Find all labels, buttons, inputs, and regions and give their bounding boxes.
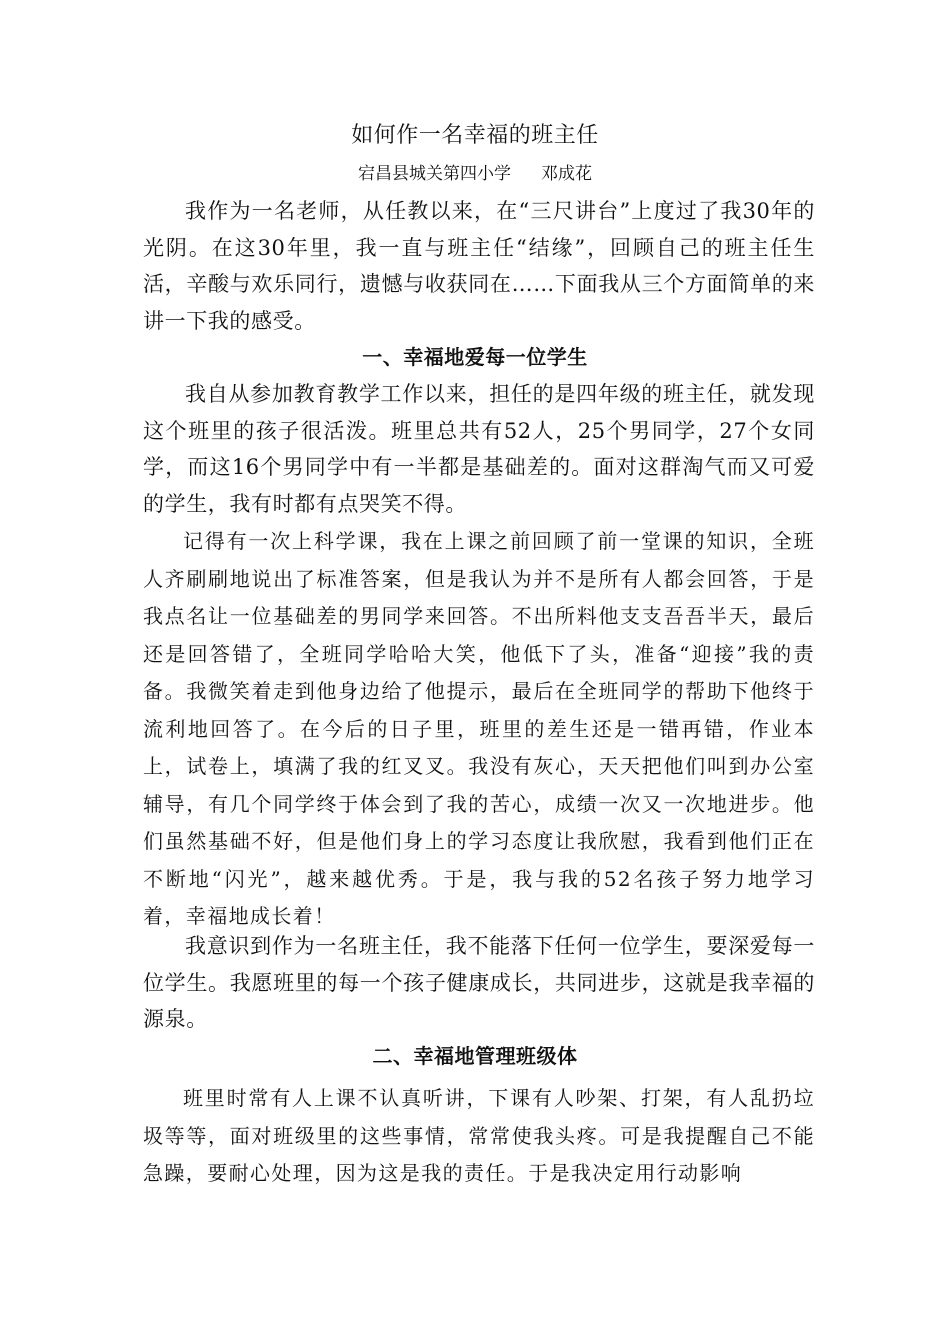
section1-paragraph-1: 我自从参加教育教学工作以来，担任的是四年级的班主任，就发现这个班里的孩子很活泼。班里总共有52人，25个男同学，27个女同学，而这16个男同学中有一半都是基础差的。面对这群淘气而又可爱的学生，我有时都有点哭笑不得。 <box>143 382 815 516</box>
author-school: 宕昌县城关第四小学 <box>358 164 511 184</box>
section-heading-1: 一、幸福地爱每一位学生 <box>362 345 588 369</box>
section1-paragraph-3: 我意识到作为一名班主任，我不能落下任何一位学生，要深爱每一位学生。我愿班里的每一个孩子健康成长，共同进步，这就是我幸福的源泉。 <box>143 934 815 1031</box>
author-name: 邓成花 <box>541 164 592 184</box>
author-line <box>0 161 950 187</box>
intro-paragraph: 我作为一名老师，从任教以来，在“三尺讲台”上度过了我30年的光阴。在这30年里，我一直与班主任“结缘”，回顾自己的班主任生活，辛酸与欢乐同行，遗憾与收获同在……下面我从三个方面简单的来讲一下我的感受。 <box>143 199 815 333</box>
document-title: 如何作一名幸福的班主任 <box>351 123 599 148</box>
section2-paragraph-1: 班里时常有人上课不认真听讲，下课有人吵架、打架，有人乱扔垃圾等等，面对班级里的这些事情，常常使我头疼。可是我提醒自己不能急躁，要耐心处理，因为这是我的责任。于是我决定用行动影响 <box>143 1086 815 1185</box>
section-heading-2: 二、幸福地管理班级体 <box>372 1044 578 1068</box>
section1-paragraph-2: 记得有一次上科学课，我在上课之前回顾了前一堂课的知识，全班人齐刷刷地说出了标准答案，但是我认为并不是所有人都会回答，于是我点名让一位基础差的男同学来回答。不出所料他支支吾吾半天，最后还是回答错了，全班同学哈哈大笑，他低下了头，准备“迎接”我的责备。我微笑着走到他身边给了他提示，最后在全班同学的帮助下他终于流利地回答了。在今后的日子里，班里的差生还是一错再错，作业本上，试卷上，填满了我的红叉叉。我没有灰心，天天把他们叫到办公室辅导，有几个同学终于体会到了我的苦心，成绩一次又一次地进步。他们虽然基础不好，但是他们身上的学习态度让我欣慰，我看到他们正在不断地“闪光”，越来越优秀。于是，我与我的52名孩子努力地学习着，幸福地成长着！ <box>143 529 815 928</box>
